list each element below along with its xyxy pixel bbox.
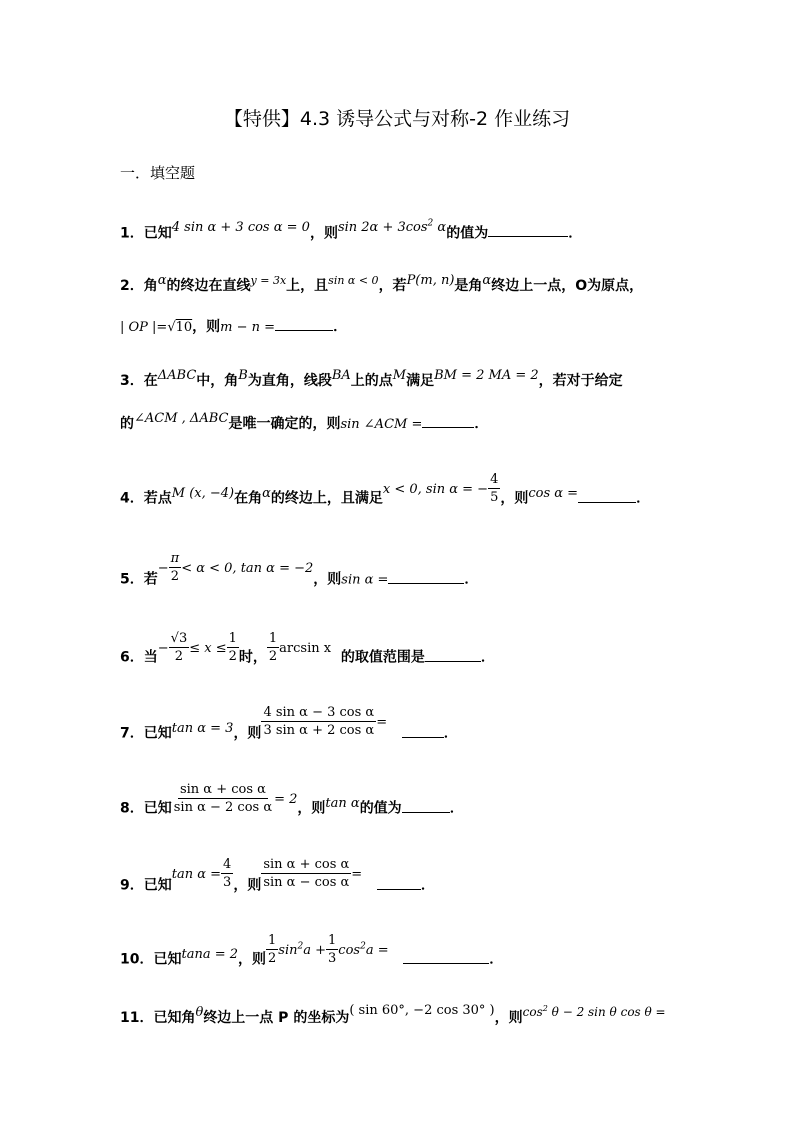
q1-number: 1． — [120, 225, 144, 242]
q11-math-expr: $\cos^2 \theta - 2$ sin θ cos θ = — [522, 1004, 666, 1019]
question-4 — [120, 472, 651, 516]
q10-answer-blank[interactable] — [403, 949, 489, 964]
q6-text-a: 当 — [143, 649, 158, 666]
q9-answer-blank[interactable] — [377, 875, 421, 890]
q6-text-d: ． — [480, 649, 495, 666]
q2-text-b: 的终边在直线 — [166, 278, 251, 294]
q2-math-alpha: α — [157, 273, 167, 288]
q7-text-c: ． — [443, 725, 458, 742]
q3-text-h: 是唯一确定的，则 — [228, 416, 341, 432]
q6-number: 6． — [120, 649, 144, 666]
q8-answer-blank[interactable] — [402, 798, 450, 813]
q7-text-a: 已知 — [143, 725, 172, 742]
q4-number: 4． — [120, 490, 144, 507]
q2-text-a: 角 — [143, 278, 158, 294]
q4-text-d: ，则 — [500, 490, 529, 507]
q10-fraction-1: $\frac{1}{2}$ — [268, 933, 277, 966]
q2-math-point: P(m, n) — [406, 273, 455, 288]
q3-number: 3． — [120, 373, 144, 389]
q4-math-condition: x < 0, sin α = − — [382, 481, 489, 497]
q3-text-f: ，若对于给定 — [538, 373, 623, 389]
q4-text-c: 的终边上，且满足 — [270, 490, 383, 507]
q2-math-op: | OP |= — [120, 320, 168, 335]
question-11 — [120, 1005, 666, 1029]
q10-text-c: ． — [489, 951, 504, 968]
q10-number: 10． — [120, 951, 154, 968]
q3-text-a: 在 — [143, 373, 158, 389]
q2-math-sqrt: √10 — [167, 320, 193, 335]
q3-text-i: ． — [474, 416, 489, 432]
q6-fraction-1: $\frac{√3}{2}$ — [170, 631, 188, 664]
q7-fraction: $\frac{\text{4 sin α − 3 cos α}}{\text{3 sin α + 2 cos α}}$ — [263, 705, 375, 738]
q5-math-minus: − — [157, 560, 169, 576]
q2-math-diff: m − n = — [220, 320, 276, 335]
q3-text-g: 的 — [120, 416, 134, 432]
q1-math-2: $\sin 2\alpha + 3\cos^2$ α — [337, 219, 447, 236]
q4-text-a: 若点 — [143, 490, 172, 507]
section-heading: 一．填空题 — [120, 164, 196, 182]
q2-text-f: 终边上一点，O为原点， — [491, 278, 644, 294]
q3-math-ba: BA — [331, 368, 351, 383]
q11-number: 11． — [120, 1010, 154, 1026]
q2-text-e: 是角 — [454, 278, 483, 294]
q10-math-tan: tana = 2 — [181, 946, 239, 962]
q6-fraction-2: $\frac{1}{2}$ — [228, 631, 237, 664]
q3-answer-blank[interactable] — [422, 413, 474, 428]
q3-math-b: B — [238, 368, 248, 383]
q6-math-minus: − — [157, 640, 169, 656]
question-3 — [120, 368, 623, 392]
question-6 — [120, 631, 495, 675]
q8-text-a: 已知 — [143, 800, 172, 817]
question-3-line-2 — [120, 413, 488, 435]
q4-answer-blank[interactable] — [578, 488, 636, 503]
q5-answer-blank[interactable] — [388, 569, 464, 584]
q6-text-c: 的取值范围是 — [340, 649, 425, 666]
q7-number: 7． — [120, 725, 144, 742]
q2-number: 2． — [120, 278, 144, 294]
q10-math-cos: $\cos^2a$ = — [338, 941, 389, 958]
q4-math-cos: cos α = — [528, 485, 579, 501]
question-9 — [120, 857, 435, 903]
q5-text-c: ． — [464, 571, 479, 588]
q11-text-a: 已知角 — [153, 1010, 196, 1026]
q2-math-line: y = 3x — [250, 274, 287, 287]
q5-text-b: ，则 — [313, 571, 342, 588]
question-2-line-2 — [120, 316, 347, 338]
q3-text-b: 中，角 — [196, 373, 239, 389]
q3-text-d: 上的点 — [350, 373, 393, 389]
q5-fraction: $\frac{\pi}{2}$ — [170, 551, 180, 584]
q2-answer-blank[interactable] — [275, 316, 333, 331]
q1-answer-blank[interactable] — [488, 222, 568, 237]
q9-text-b: ，则 — [233, 877, 262, 894]
q5-math-condition: < α < 0, tan α = −2 — [181, 560, 314, 576]
q11-math-theta: θ — [195, 1005, 204, 1020]
q2-math-alpha-2: α — [482, 273, 492, 288]
question-7 — [120, 705, 458, 751]
q5-number: 5． — [120, 571, 144, 588]
q9-fraction-2: $\frac{\text{sin α + cos α}}{\text{sin α − cos α}}$ — [263, 857, 350, 890]
q3-math-sin: sin ∠ACM = — [340, 417, 423, 432]
question-5 — [120, 551, 479, 597]
q3-text-e: 满足 — [406, 373, 435, 389]
q9-math-tan: tan α = — [171, 866, 222, 882]
q4-math-point: M (x, −4) — [171, 485, 235, 501]
q8-text-d: ． — [449, 800, 464, 817]
q8-text-c: 的值为 — [359, 800, 402, 817]
q6-fraction-3: $\frac{1}{2}$ — [268, 631, 278, 664]
q7-math-tan: tan α = 3 — [171, 720, 234, 736]
q9-text-c: ． — [420, 877, 435, 894]
q8-math-eq: = 2 — [274, 791, 298, 807]
q8-number: 8． — [120, 800, 144, 817]
q2-text-d: ，若 — [378, 278, 407, 294]
q4-fraction: $\frac{4}{5}$ — [490, 472, 499, 505]
q9-fraction-1: $\frac{4}{3}$ — [223, 857, 232, 890]
q2-text-h: ． — [333, 319, 348, 335]
q2-text-c: 上，且 — [286, 278, 329, 294]
q3-math-angle: ∠ACM , ΔABC — [134, 411, 229, 426]
q10-fraction-2: $\frac{1}{3}$ — [328, 933, 337, 966]
question-1 — [120, 220, 582, 244]
q4-math-alpha: α — [262, 485, 271, 501]
question-2 — [120, 273, 644, 297]
q11-text-b: 终边上一点 P 的坐标为 — [203, 1010, 350, 1026]
q4-text-b: 在角 — [234, 490, 263, 507]
q8-math-tan: tan α — [325, 795, 360, 811]
q1-math-1: 4 sin α + 3 cos α = 0 — [171, 220, 310, 236]
q3-math-triangle: ΔABC — [157, 368, 197, 383]
q10-text-b: ，则 — [238, 951, 267, 968]
q9-text-a: 已知 — [143, 877, 172, 894]
q6-answer-blank[interactable] — [425, 647, 481, 662]
q1-text-c: 的值为 — [446, 225, 489, 242]
q7-math-eq: = — [376, 714, 388, 730]
q6-math-range: ≤ x ≤ — [189, 640, 227, 656]
q10-text-a: 已知 — [153, 951, 182, 968]
q7-text-b: ，则 — [233, 725, 262, 742]
q5-math-sin: sin α = — [341, 572, 389, 588]
q3-math-m: M — [392, 368, 407, 383]
q5-text-a: 若 — [143, 571, 158, 588]
q11-text-c: ，则 — [494, 1010, 523, 1026]
question-10 — [120, 933, 504, 977]
q3-math-condition: BM = 2 MA = 2 — [434, 368, 539, 383]
q11-math-coords: ( sin 60°, −2 cos 30° ) — [349, 1003, 495, 1018]
q9-math-eq: = — [351, 866, 363, 882]
q8-text-b: ，则 — [297, 800, 326, 817]
q9-number: 9． — [120, 877, 144, 894]
q6-math-arcsin: arcsin x — [279, 640, 332, 656]
q4-text-e: ． — [636, 490, 651, 507]
q1-text-d: ． — [568, 225, 583, 242]
q3-text-c: 为直角，线段 — [247, 373, 332, 389]
question-8 — [120, 782, 464, 826]
q1-text-b: ，则 — [309, 225, 338, 242]
page-title: 【特供】4.3 诱导公式与对称-2 作业练习 — [223, 108, 571, 130]
q2-text-g: ，则 — [192, 319, 221, 335]
q10-math-sin: $\sin^2a$ + — [278, 941, 327, 958]
q6-text-b: 时， — [238, 649, 267, 666]
q7-answer-blank[interactable] — [402, 723, 444, 738]
q2-math-sin: sin α < 0 — [328, 274, 379, 287]
q8-fraction: $\frac{\text{sin α + cos α}}{\text{sin α − 2 cos α}}$ — [173, 782, 273, 815]
q1-text-a: 已知 — [143, 225, 172, 242]
